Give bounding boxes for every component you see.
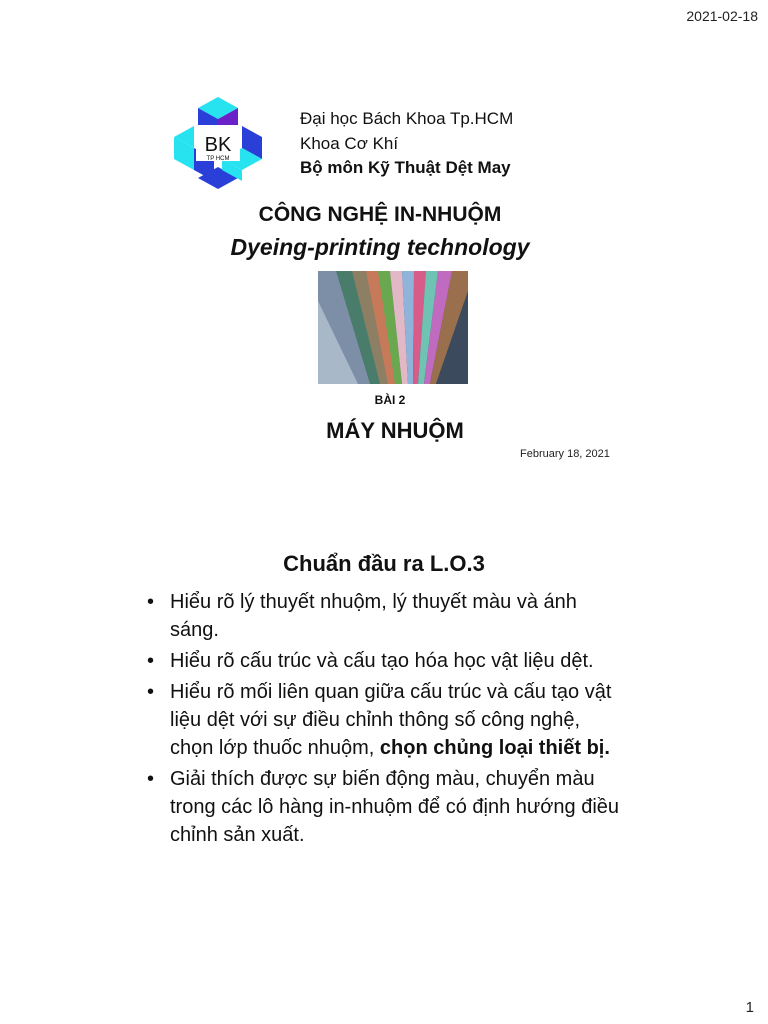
institution-block (300, 107, 513, 181)
page-number: 1 (745, 999, 754, 1016)
list-item: • Giải thích được sự biến động màu, chuyển màu trong các lô hàng in-nhuộm để có định hướng điều chỉnh sản xuất. (145, 765, 625, 849)
department-name: Bộ môn Kỹ Thuật Dệt May (300, 158, 511, 177)
svg-text:BK: BK (204, 134, 232, 156)
list-item: • Hiểu rõ lý thuyết nhuộm, lý thuyết màu và ánh sáng. (145, 588, 625, 644)
course-title-en: Dyeing-printing technology (230, 234, 530, 260)
header-date: 2021-02-18 (686, 8, 758, 24)
fabric-swatches-image (318, 271, 468, 384)
learning-outcomes-heading: Chuẩn đầu ra L.O.3 (283, 551, 485, 576)
list-item: • Hiểu rõ cấu trúc và cấu tạo hóa học vật liệu dệt. (145, 647, 625, 675)
university-name: Đại học Bách Khoa Tp.HCM (300, 109, 514, 128)
slide-date: February 18, 2021 (520, 448, 610, 460)
bold-phrase: chọn chủng loại thiết bị. (379, 737, 610, 759)
svg-text:TP HCM: TP HCM (206, 156, 230, 162)
lesson-title: MÁY NHUỘM (326, 418, 464, 443)
university-logo (170, 95, 266, 191)
course-title-vn: CÔNG NGHỆ IN-NHUỘM (258, 203, 502, 226)
list-item: • Hiểu rõ mối liên quan giữa cấu trúc và cấu tạo vật liệu dệt với sự điều chỉnh thông số công nghệ, chọn lớp thuốc nhuộm, chọn chủng loại thiết bị. (145, 678, 625, 762)
faculty-name: Khoa Cơ Khí (300, 133, 399, 153)
learning-outcomes-list (145, 588, 625, 852)
lesson-number: BÀI 2 (374, 393, 406, 407)
